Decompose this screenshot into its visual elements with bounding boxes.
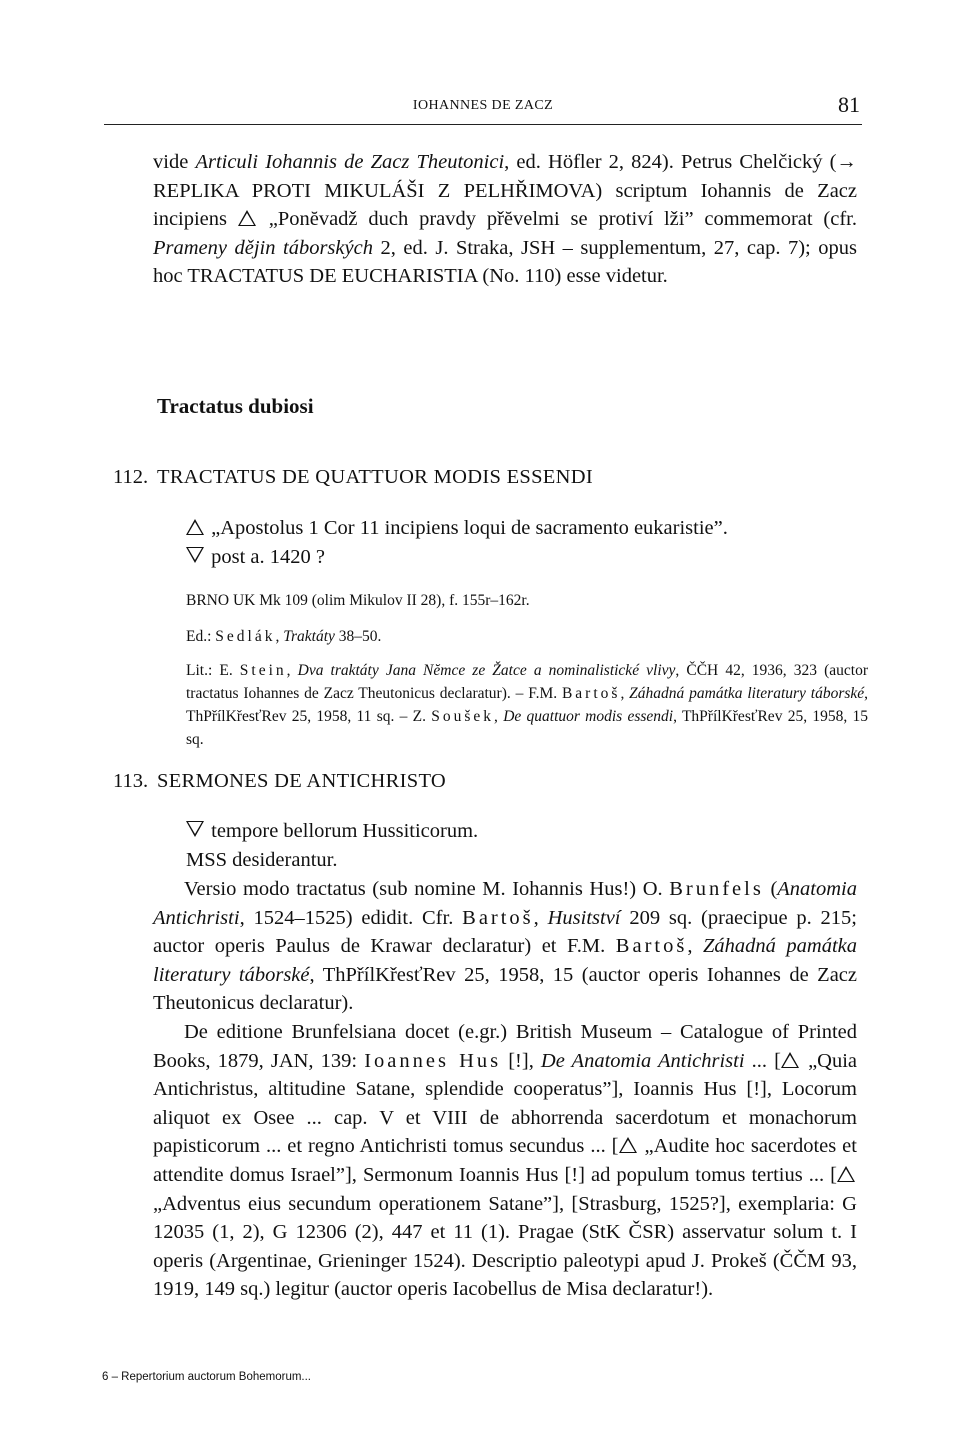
literature: Lit.: E. Stein, Dva traktáty Jana Nĕmce ze Žatce a nominalistické vlivy, ČČH 42, 1936, 323 (auctor tractatus Iohannes de Zacz Theutonicus declaratur). – F.M. Bartoš, Záhadná památka literatury táborské, ThPřílKřesťRev 25, 1958, 11 sq. – Z. Soušek, De quattuor modis essendi, ThPřílKřesťRev 25, 1958, 15 sq. [186, 662, 869, 748]
page-number: 81 [838, 92, 860, 117]
triangle-up-icon [238, 210, 256, 226]
running-head [104, 92, 862, 122]
incipit: „Apostolus 1 Cor 11 incipiens loqui de sacramento eukaristie”. [186, 514, 857, 543]
triangle-down-icon [186, 547, 204, 563]
entry-113-body [153, 875, 857, 1304]
continued-entry-text [153, 148, 857, 291]
triangle-up-icon [781, 1052, 799, 1068]
entry-number: 112. [113, 466, 149, 488]
running-title: IOHANNES DE ZACZ [412, 98, 554, 113]
entry-112-references [186, 589, 868, 751]
manuscript: BRNO UK Mk 109 (olim Mikulov II 28), f. 155r–162r. [186, 592, 530, 609]
section-heading: Tractatus dubiosi [157, 394, 314, 418]
paragraph: Versio modo tractatus (sub nomine M. Iohannis Hus!) O. Brunfels (Anatomia Antichristi, 1524–1525) edidit. Cfr. Bartoš, Husitství 209 sq. (praecipue p. 215; auctor operis Paulus de Krawar declaratur) et F.M. Bartoš, Záhadná památka literatury táborské, ThPřílKřesťRev 25, 1958, 15 (auctor operis Iohannes de Zacz Theutonicus declaratur). [153, 878, 858, 1015]
header-rule [104, 124, 862, 125]
entry-112-incipit-block [186, 514, 857, 572]
triangle-up-icon [619, 1137, 637, 1153]
entry-title: TRACTATUS DE QUATTUOR MODIS ESSENDI [157, 466, 593, 488]
triangle-up-icon [837, 1166, 855, 1182]
entry-title: SERMONES DE ANTICHRISTO [157, 770, 446, 792]
dating: post a. 1420 ? [186, 543, 857, 572]
dating: tempore bellorum Hussiticorum. [186, 817, 857, 846]
mss-note: MSS desiderantur. [186, 849, 338, 871]
entry-number: 113. [113, 770, 149, 792]
triangle-down-icon [186, 821, 204, 837]
footer-signature: 6 – Repertorium auctorum Bohemorum... [102, 1371, 312, 1383]
entry-113-dating-block [186, 817, 857, 875]
paragraph: vide Articuli Iohannis de Zacz Theutonici, ed. Höfler 2, 824). Petrus Chelčický (→ REPLIKA PROTI MIKULÁŠI Z PELHŘIMOVA) scriptum Iohannis de Zacz incipiens „Ponĕvadž duch pravdy přĕvelmi se protiví lži” commemorat (cfr. Prameny dějin táborských 2, ed. J. Straka, JSH – supplementum, 27, cap. 7); opus hoc TRACTATUS DE EUCHARISTIA (No. 110) esse videtur. [153, 151, 858, 288]
edition: Ed.: Sedlák, Traktáty 38–50. [186, 628, 382, 645]
paragraph: De editione Brunfelsiana docet (e.gr.) British Museum – Catalogue of Printed Books, 1879, JAN, 139: Ioannes Hus [!], De Anatomia Antichristi ... [ „Quia Antichristus, altitudine Satane, splendide cooperatus”], Ioannis Hus [!], Locorum aliquot ex Osee ... cap. V et VIII de abhorrenda sacerdotum et monachorum papisticorum ... et regno Antichristi tomus secundus ... [ „Audite hoc sacerdotes et attendite domus Israel”], Sermonum Ioannis Hus [!] ad populum tomus tertius ... [ „Adventus eius secundum operationem Satane”], [Strasburg, 1525?], exemplaria: G 12035 (1, 2), G 12306 (2), 447 et 11 (1). Pragae (StK ČSR) asservatur solum t. I operis (Argentinae, Grieninger 1524). Descriptio paleotypi apud J. Prokeš (ČČM 93, 1919, 149 sq.) legitur (auctor operis Iacobellus de Misa declaratur!). [153, 1020, 858, 1301]
triangle-up-icon [186, 519, 204, 535]
